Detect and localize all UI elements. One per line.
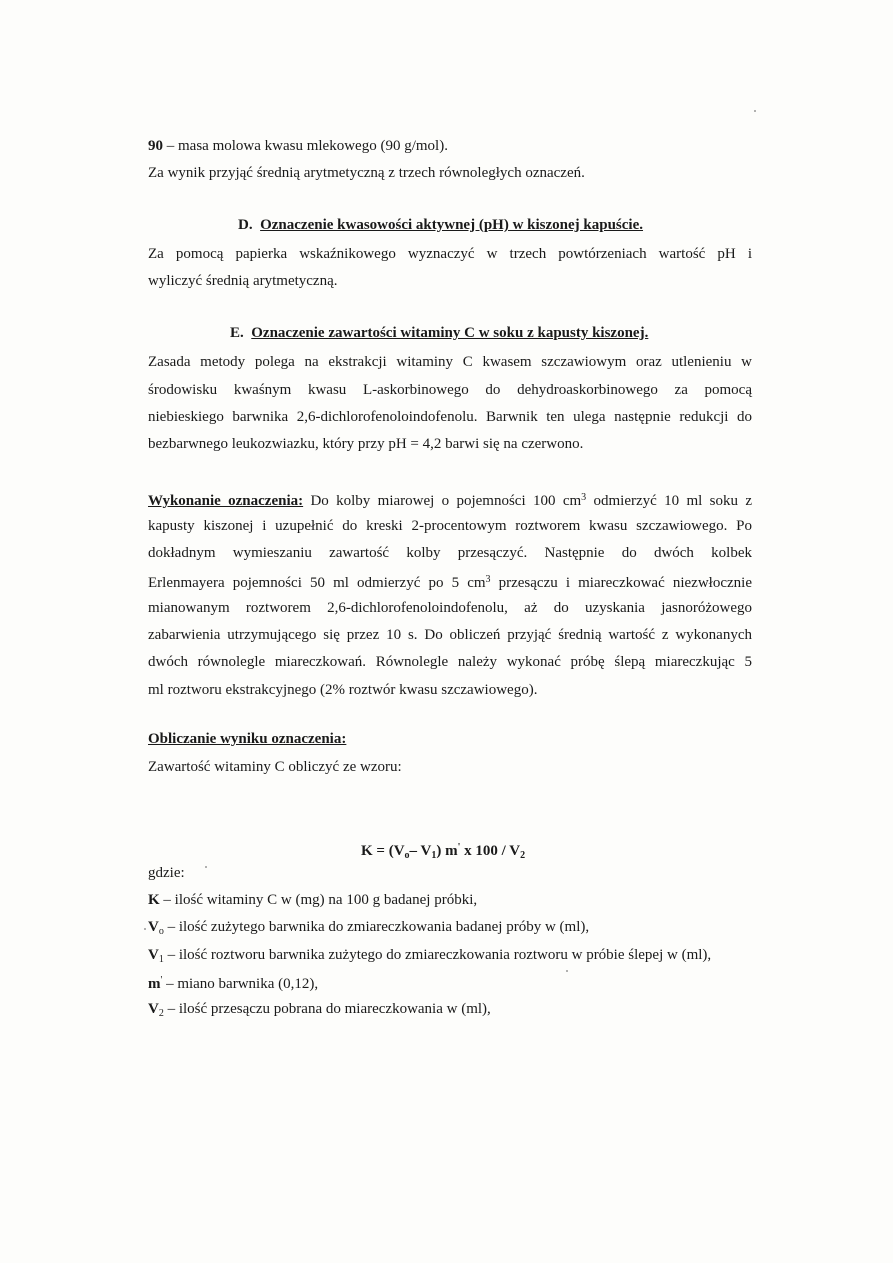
scan-speck — [144, 928, 146, 930]
def-k: K – ilość witaminy C w (mg) na 100 g badanej próbki, — [148, 892, 478, 908]
procedure-line-7: dwóch równolegle miareczkowań. Równolegle należy wykonać próbę ślepą miareczkując 5 — [148, 654, 752, 670]
molar-mass-note: 90 – masa molowa kwasu mlekowego (90 g/mol). — [148, 138, 448, 154]
procedure-line-2: kapusty kiszonej i uzupełnić do kreski 2-procentowym roztworem kwasu szczawiowego. Po — [148, 518, 752, 534]
molar-mass-value: 90 — [148, 138, 163, 154]
procedure-heading: Wykonanie oznaczenia: — [148, 493, 304, 509]
def-v0: $V_o$ – ilość zużytego barwnika do zmiareczkowania badanej próby w (ml), — [148, 919, 590, 937]
section-e-text-4: bezbarwnego leukozwiazku, który przy pH = 4,2 barwi się na czerwono. — [148, 436, 584, 452]
procedure-line-4: Erlenmayera pojemności 50 ml odmierzyć po 5 $cm^3$ przesączu i miareczkować niezwłocznie — [148, 574, 752, 591]
section-d-heading: D. Oznaczenie kwasowości aktywnej (pH) w kiszonej kapuście. — [238, 217, 644, 233]
section-e-title: Oznaczenie zawartości witaminy C w soku z kapusty kiszonej. — [251, 325, 649, 341]
def-v1: $V_1$ – ilość roztworu barwnika zużytego do zmiareczkowania roztworu w próbie ślepej w (ml), — [148, 947, 712, 965]
calculation-heading: Obliczanie wyniku oznaczenia: — [148, 731, 347, 747]
section-e-text-3: niebieskiego barwnika 2,6-dichlorofenoloindofenolu. Barwnik ten ulega następnie redukcji do — [148, 409, 752, 425]
procedure-line-3: dokładnym wymieszaniu zawartość kolby przesączyć. Następnie do dwóch kolbek — [148, 545, 752, 561]
average-note: Za wynik przyjąć średnią arytmetyczną z trzech równoległych oznaczeń. — [148, 165, 585, 181]
calculation-intro: Zawartość witaminy C obliczyć ze wzoru: — [148, 759, 402, 775]
def-m: m' – miano barwnika (0,12), — [148, 975, 319, 992]
scan-speck — [566, 970, 568, 972]
section-d-text-1: Za pomocą papierka wskaźnikowego wyznaczyć w trzech powtórzeniach wartość pH i — [148, 246, 752, 262]
procedure-line-1: Wykonanie oznaczenia: Do kolby miarowej o pojemności 100 $cm^3$ odmierzyć 10 ml soku z — [148, 492, 752, 509]
section-e-heading: E. Oznaczenie zawartości witaminy C w soku z kapusty kiszonej. — [230, 325, 649, 341]
procedure-line-6: zabarwienia utrzymującego się przez 10 s. Do obliczeń przyjąć średnią wartość z wykonanych — [148, 627, 752, 643]
section-e-text-1: Zasada metody polega na ekstrakcji witaminy C kwasem szczawiowym oraz utlenieniu w — [148, 354, 752, 370]
where-label: gdzie: — [148, 865, 185, 881]
section-d-title: Oznaczenie kwasowości aktywnej (pH) w kiszonej kapuście. — [260, 217, 644, 233]
def-v2: $V_2$ – ilość przesączu pobrana do miareczkowania w (ml), — [148, 1001, 491, 1019]
procedure-line-5: mianowanym roztworem 2,6-dichlorofenoloindofenolu, aż do uzyskania jasnoróżowego — [148, 600, 752, 616]
scan-speck — [754, 110, 756, 112]
section-d-text-2: wyliczyć średnią arytmetyczną. — [148, 273, 338, 289]
section-e-text-2: środowisku kwaśnym kwasu L-askorbinowego do dehydroaskorbinowego za pomocą — [148, 382, 752, 398]
formula: $K = (V_o-$ $V_1$) m' x $100 / V_2$ — [361, 842, 526, 861]
procedure-line-8: ml roztworu ekstrakcyjnego (2% roztwór kwasu szczawiowego). — [148, 682, 538, 698]
scan-speck — [205, 866, 207, 868]
